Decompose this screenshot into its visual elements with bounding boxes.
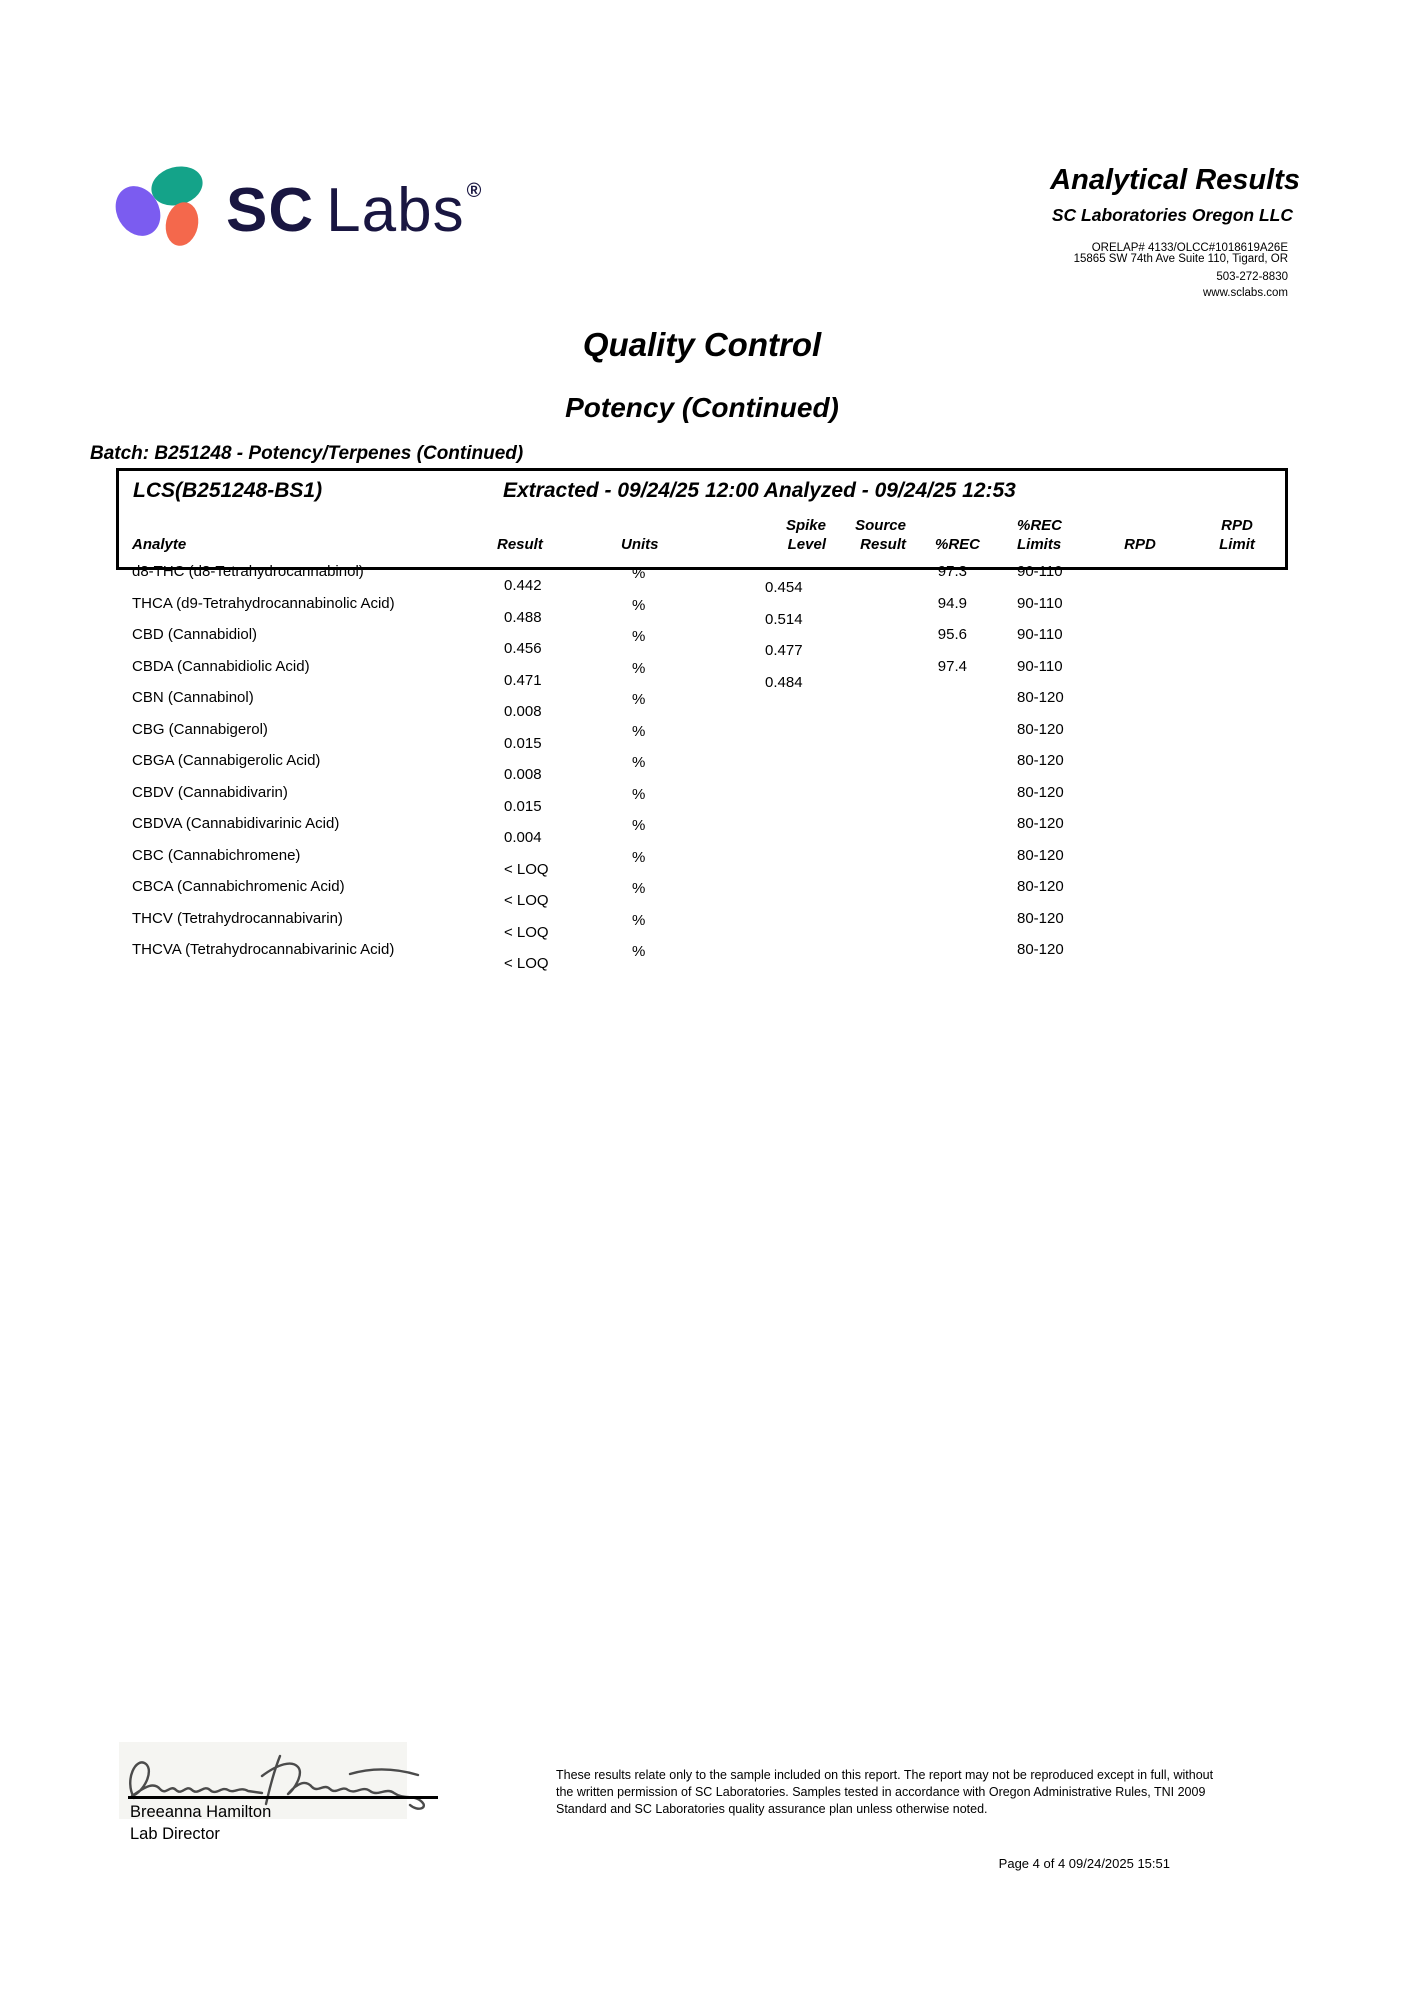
spike-level-value: 0.514	[765, 610, 803, 628]
rec-limits-value: 80-120	[1017, 815, 1064, 832]
rec-limits-value: 90-110	[1017, 563, 1063, 580]
units-value: %	[632, 628, 646, 645]
section-title: Quality Control	[582, 326, 822, 363]
result-value: 0.488	[504, 608, 542, 626]
wordmark-sc: SC	[226, 176, 315, 245]
col-header-line: Result	[497, 536, 543, 553]
batch-heading: Batch: B251248 - Potency/Terpenes (Continued)	[90, 443, 524, 464]
lab-address: 15865 SW 74th Ave Suite 110, Tigard, OR	[1073, 253, 1288, 265]
result-value: 0.004	[504, 829, 542, 846]
result-value: < LOQ	[504, 860, 549, 878]
units-value: %	[632, 785, 646, 803]
section-subtitle: Potency (Continued)	[565, 392, 839, 423]
units-value: %	[632, 911, 646, 929]
rec-limits-value: 80-120	[1017, 720, 1064, 738]
units-value: %	[632, 848, 646, 866]
rec-value: 97.3	[937, 563, 967, 580]
signature-line	[128, 1796, 438, 1799]
col-header-line: Source	[855, 517, 906, 534]
result-value: 0.442	[504, 577, 542, 594]
rec-limits-value: 80-120	[1017, 783, 1064, 801]
signatory-title: Lab Director	[130, 1825, 220, 1843]
col-header-line: Limits	[1017, 536, 1062, 553]
units-value: %	[632, 943, 646, 960]
spike-level-value: 0.454	[765, 579, 803, 596]
lab-accreditation: ORELAP# 4133/OLCC#1018619A26E	[1091, 242, 1288, 254]
result-value: 0.015	[504, 734, 542, 752]
analyte-name: THCA (d9-Tetrahydrocannabinolic Acid)	[132, 594, 395, 612]
units-value: %	[632, 659, 646, 677]
rec-limits-value: 80-120	[1017, 878, 1064, 895]
rec-limits-value: 80-120	[1017, 752, 1064, 769]
units-value: %	[632, 880, 646, 897]
analyte-name: CBC (Cannabichromene)	[132, 846, 301, 864]
rec-value: 94.9	[937, 594, 967, 612]
analyte-name: CBDA (Cannabidiolic Acid)	[132, 657, 310, 675]
disclaimer-text: These results relate only to the sample included on this report. The report may not be reproduced except in full, without the written permission of SC Laboratories. Samples tested in accordance with Oregon Administrative Rules, TNI 2009 Standard and SC Laboratories quality assurance plan unless otherwise noted.	[556, 1768, 1214, 1816]
col-header-line: %REC	[1017, 517, 1063, 534]
analyte-name: CBCA (Cannabichromenic Acid)	[132, 878, 345, 895]
rec-value: 97.4	[937, 657, 967, 675]
col-header-line: RPD	[1124, 536, 1156, 553]
spike-level-value: 0.477	[765, 642, 803, 659]
rec-limits-value: 90-110	[1017, 626, 1063, 643]
analyte-name: CBG (Cannabigerol)	[132, 720, 268, 738]
result-value: 0.471	[504, 671, 542, 689]
result-value: 0.008	[504, 766, 542, 783]
rec-limits-value: 90-110	[1017, 657, 1063, 675]
analyte-name: THCV (Tetrahydrocannabivarin)	[132, 909, 343, 927]
result-value: 0.008	[504, 703, 542, 720]
rec-limits-value: 80-120	[1017, 941, 1064, 958]
col-header-line: Analyte	[132, 536, 187, 553]
lab-phone: 503-272-8830	[1216, 271, 1288, 283]
wordmark-labs: Labs	[326, 176, 465, 245]
col-header-line: Units	[621, 536, 659, 553]
result-value: 0.015	[504, 797, 542, 815]
lab-company-name: SC Laboratories Oregon LLC	[1051, 205, 1293, 225]
units-value: %	[632, 691, 646, 708]
col-header-line: Result	[860, 536, 906, 553]
units-value: %	[632, 722, 646, 740]
rec-limits-value: 90-110	[1017, 594, 1063, 612]
rec-limits-value: 80-120	[1017, 909, 1064, 927]
col-header-line: Spike	[785, 517, 826, 534]
rec-value: 95.6	[937, 626, 967, 643]
units-value: %	[632, 754, 646, 771]
units-value: %	[632, 565, 646, 582]
registered-trademark-icon: ®	[466, 180, 483, 202]
report-title: Analytical Results	[1050, 164, 1300, 196]
result-value: < LOQ	[504, 955, 549, 972]
col-header-line: %REC	[935, 536, 981, 553]
lab-website: www.sclabs.com	[1203, 287, 1288, 299]
analyte-name: CBDV (Cannabidivarin)	[132, 783, 288, 801]
spike-level-value: 0.484	[765, 673, 803, 691]
extraction-timestamps: Extracted - 09/24/25 12:00 Analyzed - 09/24/25 12:53	[503, 479, 1016, 502]
analyte-name: CBDVA (Cannabidivarinic Acid)	[132, 815, 340, 832]
units-value: %	[632, 817, 646, 834]
analyte-name: CBGA (Cannabigerolic Acid)	[132, 752, 321, 769]
analyte-name: d8-THC (d8-Tetrahydrocannabinol)	[132, 563, 364, 580]
rec-limits-value: 80-120	[1017, 689, 1064, 706]
result-value: 0.456	[504, 640, 542, 657]
signatory-name: Breeanna Hamilton	[130, 1803, 272, 1821]
analyte-name: THCVA (Tetrahydrocannabivarinic Acid)	[132, 941, 395, 958]
page-footer: Page 4 of 4 09/24/2025 15:51	[998, 1856, 1170, 1871]
rec-limits-value: 80-120	[1017, 846, 1064, 864]
result-value: < LOQ	[504, 923, 549, 941]
units-value: %	[632, 596, 646, 614]
col-header-line: Limit	[1219, 536, 1255, 553]
result-value: < LOQ	[504, 892, 549, 909]
analyte-name: CBD (Cannabidiol)	[132, 626, 258, 643]
sample-id: LCS(B251248-BS1)	[133, 479, 323, 502]
col-header-line: RPD	[1221, 517, 1253, 534]
col-header-line: Level	[787, 536, 826, 553]
analyte-name: CBN (Cannabinol)	[132, 689, 254, 706]
